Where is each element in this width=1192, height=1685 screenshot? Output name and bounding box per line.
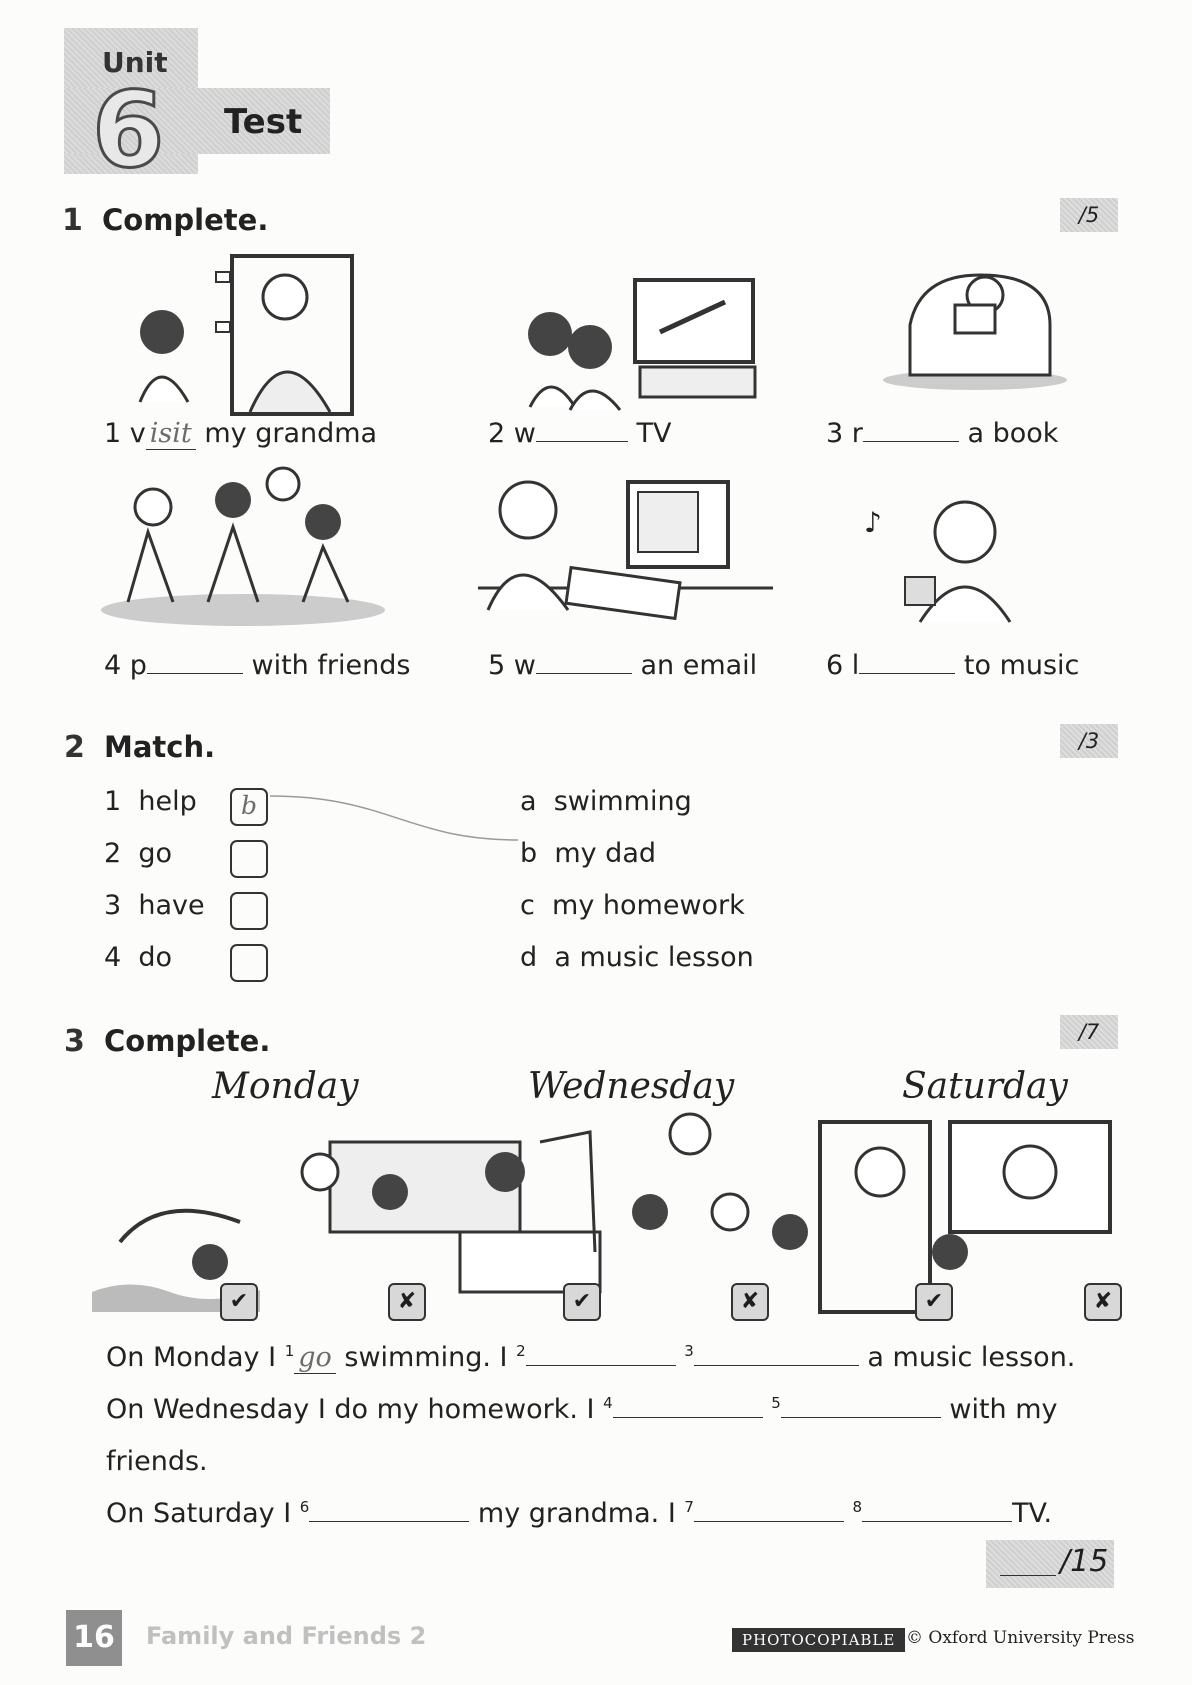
match-left-3: 3 have bbox=[104, 890, 205, 921]
match-answer-box-2[interactable] bbox=[230, 840, 268, 878]
match-right-d: d a music lesson bbox=[520, 942, 754, 973]
watch-tv-picture bbox=[510, 272, 760, 412]
item-prefix: w bbox=[513, 418, 536, 449]
match-answer-box-1[interactable]: b bbox=[230, 788, 268, 826]
section2-score: /3 bbox=[1060, 724, 1118, 758]
write-email-picture bbox=[478, 470, 778, 630]
answer-blank[interactable] bbox=[536, 440, 628, 442]
answer-blank-4[interactable] bbox=[613, 1416, 763, 1418]
section3-number: 3 bbox=[64, 1024, 85, 1059]
story-line-4: On Saturday I $^6$ my grandma. I $^7$ $^8$ TV. bbox=[106, 1498, 1053, 1529]
section1-title: Complete. bbox=[102, 203, 269, 237]
complete-item-6 bbox=[826, 650, 1079, 681]
copyright-text: © Oxford University Press bbox=[906, 1628, 1135, 1648]
answer-blank-3[interactable] bbox=[694, 1364, 859, 1366]
book-title: Family and Friends 2 bbox=[146, 1622, 427, 1650]
match-answer-box-3[interactable] bbox=[230, 892, 268, 930]
svg-text:♪: ♪ bbox=[864, 506, 882, 539]
section2-number: 2 bbox=[64, 730, 85, 765]
cross-icon: ✘ bbox=[388, 1283, 426, 1321]
answer-blank[interactable] bbox=[859, 672, 955, 674]
day-monday: Monday bbox=[212, 1066, 359, 1107]
complete-item-2 bbox=[488, 418, 671, 449]
page-number: 16 bbox=[66, 1610, 122, 1666]
item-number: 4 bbox=[104, 650, 122, 681]
total-blank[interactable] bbox=[1000, 1574, 1056, 1576]
item-number: 2 bbox=[488, 418, 506, 449]
item-prefix: w bbox=[513, 650, 536, 681]
test-label: Test bbox=[224, 102, 303, 142]
day-saturday: Saturday bbox=[902, 1066, 1068, 1107]
tick-icon: ✔ bbox=[220, 1283, 258, 1321]
match-right-c: c my homework bbox=[520, 890, 745, 921]
answer-1[interactable]: go bbox=[294, 1342, 336, 1374]
item-prefix: r bbox=[851, 418, 863, 449]
total-score: /15 bbox=[1060, 1544, 1109, 1579]
answer-blank-8[interactable] bbox=[862, 1520, 1012, 1522]
item-text: with friends bbox=[251, 650, 411, 681]
section1-score: /5 bbox=[1060, 198, 1118, 232]
cross-icon: ✘ bbox=[1084, 1283, 1122, 1321]
read-book-picture bbox=[880, 255, 1070, 395]
section3-title: Complete. bbox=[104, 1024, 271, 1058]
story-line-1: On Monday I $^1$ go swimming. I $^2$ $^3$ a music lesson. bbox=[106, 1342, 1076, 1373]
match-connector-line bbox=[268, 790, 528, 850]
match-right-a: a swimming bbox=[520, 786, 692, 817]
item-number: 3 bbox=[826, 418, 844, 449]
unit-label: Unit bbox=[102, 46, 168, 79]
complete-item-4 bbox=[104, 650, 410, 681]
story-line-2: On Wednesday I do my homework. I $^4$ $^5$ with my bbox=[106, 1394, 1058, 1425]
item-text: TV bbox=[636, 418, 672, 449]
item-prefix: p bbox=[129, 650, 147, 681]
complete-item-5 bbox=[488, 650, 757, 681]
total-score-box bbox=[986, 1540, 1114, 1588]
complete-item-3 bbox=[826, 418, 1058, 449]
story-line-3: friends. bbox=[106, 1446, 208, 1477]
tick-icon: ✔ bbox=[915, 1283, 953, 1321]
item-text: a book bbox=[967, 418, 1059, 449]
answer-blank[interactable] bbox=[147, 672, 243, 674]
item-number: 5 bbox=[488, 650, 506, 681]
item-number: 6 bbox=[826, 650, 844, 681]
item-prefix: v bbox=[129, 418, 146, 449]
complete-item-1 bbox=[104, 418, 377, 449]
item-text: my grandma bbox=[204, 418, 378, 449]
answer-blank-2[interactable] bbox=[526, 1364, 676, 1366]
answer-blank-7[interactable] bbox=[694, 1520, 844, 1522]
match-left-1: 1 help bbox=[104, 786, 197, 817]
match-right-b: b my dad bbox=[520, 838, 656, 869]
play-with-friends-picture bbox=[98, 462, 388, 632]
cross-icon: ✘ bbox=[731, 1283, 769, 1321]
answer-blank[interactable] bbox=[863, 440, 959, 442]
match-left-4: 4 do bbox=[104, 942, 173, 973]
item-answer[interactable]: isit bbox=[146, 418, 196, 450]
listen-to-music-picture bbox=[860, 492, 1030, 627]
tick-icon: ✔ bbox=[563, 1283, 601, 1321]
unit-number: 6 bbox=[92, 69, 165, 191]
item-number: 1 bbox=[104, 418, 122, 449]
answer-blank-5[interactable] bbox=[781, 1416, 941, 1418]
item-text: an email bbox=[640, 650, 758, 681]
section2-title: Match. bbox=[104, 730, 216, 764]
section3-score: /7 bbox=[1060, 1015, 1118, 1049]
day-wednesday: Wednesday bbox=[528, 1066, 735, 1107]
section1-number: 1 bbox=[62, 203, 83, 238]
item-prefix: l bbox=[851, 650, 860, 681]
match-answer-box-4[interactable] bbox=[230, 944, 268, 982]
match-left-2: 2 go bbox=[104, 838, 173, 869]
visit-grandma-picture bbox=[120, 252, 360, 417]
item-text: to music bbox=[963, 650, 1080, 681]
answer-blank[interactable] bbox=[536, 672, 632, 674]
photocopiable-badge: PHOTOCOPIABLE bbox=[732, 1628, 905, 1652]
answer-blank-6[interactable] bbox=[309, 1520, 469, 1522]
